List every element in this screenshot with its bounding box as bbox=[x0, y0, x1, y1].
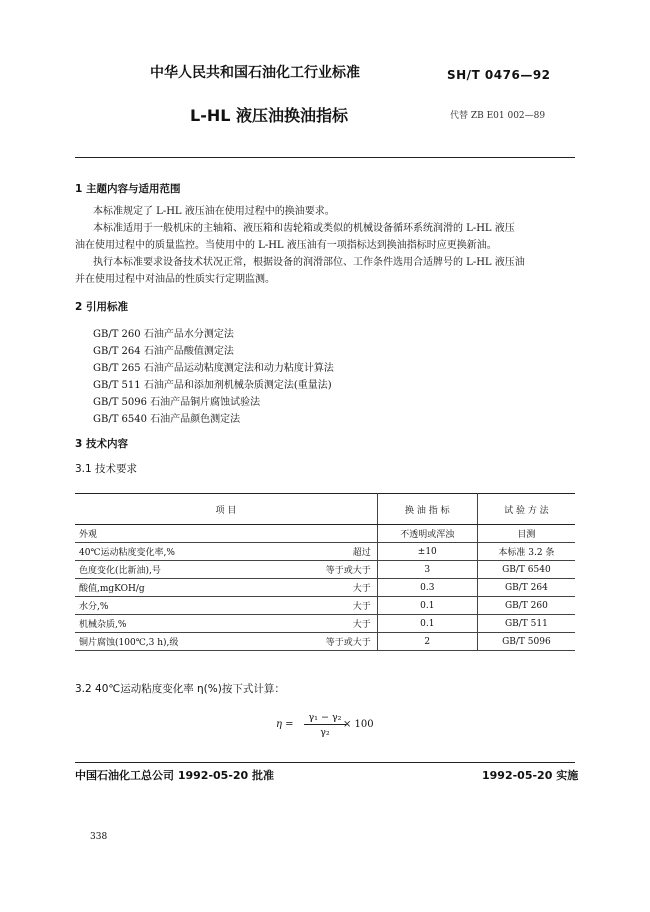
row-limit: 0.3 bbox=[377, 579, 477, 597]
section-1-title: 1 主题内容与适用范围 bbox=[75, 183, 181, 195]
row-item: 酸值,mgKOH/g bbox=[79, 584, 145, 594]
table-row bbox=[75, 561, 575, 579]
section-3-1-title: 3.1 技术要求 bbox=[75, 463, 138, 475]
section-1-para-3b: 并在使用过程中对油品的性质实行定期监测。 bbox=[75, 274, 275, 285]
replacement-criteria-table bbox=[75, 493, 575, 651]
row-condition bbox=[371, 527, 373, 540]
table-row bbox=[75, 615, 575, 633]
issuing-organization: 中华人民共和国石油化工行业标准 bbox=[150, 65, 360, 81]
row-condition: 超过 bbox=[352, 548, 371, 558]
row-condition: 等于或大于 bbox=[325, 566, 371, 576]
row-method: 本标准 3.2 条 bbox=[477, 543, 575, 561]
row-limit: ±10 bbox=[377, 543, 477, 561]
section-3-2-title: 3.2 40℃运动粘度变化率 η(%)按下式计算： bbox=[75, 683, 285, 695]
formula-numerator: γ₁ − γ₂ bbox=[308, 712, 342, 723]
row-condition: 大于 bbox=[352, 584, 371, 594]
section-2-title: 2 引用标准 bbox=[75, 301, 128, 313]
reference-item: GB/T 264 石油产品酸值测定法 bbox=[93, 346, 234, 357]
reference-item: GB/T 265 石油产品运动粘度测定法和动力粘度计算法 bbox=[93, 363, 334, 374]
row-item: 40℃运动粘度变化率,% bbox=[79, 548, 175, 558]
reference-item: GB/T 511 石油产品和添加剂机械杂质测定法(重量法) bbox=[93, 380, 332, 391]
section-1-para-1: 本标准规定了 L-HL 液压油在使用过程中的换油要求。 bbox=[93, 206, 335, 217]
reference-item: GB/T 6540 石油产品颜色测定法 bbox=[93, 414, 241, 425]
formula-rhs: × 100 bbox=[343, 719, 374, 730]
footer-rule bbox=[75, 762, 575, 763]
row-limit: 不透明或浑浊 bbox=[377, 525, 477, 543]
page-number: 338 bbox=[90, 832, 108, 842]
row-item: 铜片腐蚀(100℃,3 h),级 bbox=[79, 638, 179, 648]
header-limit: 换 油 指 标 bbox=[377, 494, 477, 525]
formula-denominator: γ₂ bbox=[320, 727, 330, 738]
section-1-para-3a: 执行本标准要求设备技术状况正常，根据设备的润滑部位、工作条件选用合适牌号的 L-HL 液压油 bbox=[93, 257, 525, 268]
standard-code: SH/T 0476—92 bbox=[447, 68, 551, 82]
header-method: 试 验 方 法 bbox=[477, 494, 575, 525]
row-condition: 等于或大于 bbox=[325, 638, 371, 648]
row-method: GB/T 5096 bbox=[477, 633, 575, 651]
row-condition: 大于 bbox=[352, 620, 371, 630]
header-item: 项 目 bbox=[75, 494, 377, 525]
row-method: GB/T 264 bbox=[477, 579, 575, 597]
row-limit: 2 bbox=[377, 633, 477, 651]
reference-item: GB/T 5096 石油产品铜片腐蚀试验法 bbox=[93, 397, 261, 408]
row-item: 色度变化(比新油),号 bbox=[79, 566, 161, 576]
row-condition: 大于 bbox=[352, 602, 371, 612]
approval-line: 中国石油化工总公司 1992-05-20 批准 bbox=[75, 769, 275, 782]
row-method: GB/T 260 bbox=[477, 597, 575, 615]
table-row bbox=[75, 597, 575, 615]
section-1-para-2b: 油在使用过程中的质量监控。当使用中的 L-HL 液压油有一项指标达到换油指标时应更换新油。 bbox=[75, 240, 497, 251]
row-limit: 3 bbox=[377, 561, 477, 579]
section-1-para-2a: 本标准适用于一般机床的主轴箱、液压箱和齿轮箱或类似的机械设备循环系统润滑的 L-HL 液压 bbox=[93, 223, 515, 234]
row-item: 机械杂质,% bbox=[79, 620, 127, 630]
replaces-note: 代替 ZB E01 002—89 bbox=[450, 111, 546, 121]
row-method: 目测 bbox=[477, 525, 575, 543]
row-limit: 0.1 bbox=[377, 597, 477, 615]
table-header-row bbox=[75, 494, 575, 525]
row-item: 外观 bbox=[79, 530, 98, 540]
row-item: 水分,% bbox=[79, 602, 109, 612]
table-row bbox=[75, 633, 575, 651]
reference-item: GB/T 260 石油产品水分测定法 bbox=[93, 329, 234, 340]
fraction-bar bbox=[304, 724, 346, 725]
row-method: GB/T 511 bbox=[477, 615, 575, 633]
table-row bbox=[75, 579, 575, 597]
table-row bbox=[75, 525, 575, 543]
document-title: L-HL 液压油换油指标 bbox=[190, 106, 348, 125]
table-row bbox=[75, 543, 575, 561]
row-limit: 0.1 bbox=[377, 615, 477, 633]
formula-lhs: η = bbox=[276, 719, 294, 730]
section-3-title: 3 技术内容 bbox=[75, 438, 128, 450]
row-method: GB/T 6540 bbox=[477, 561, 575, 579]
header-rule bbox=[75, 157, 575, 158]
implementation-date: 1992-05-20 实施 bbox=[482, 769, 579, 782]
